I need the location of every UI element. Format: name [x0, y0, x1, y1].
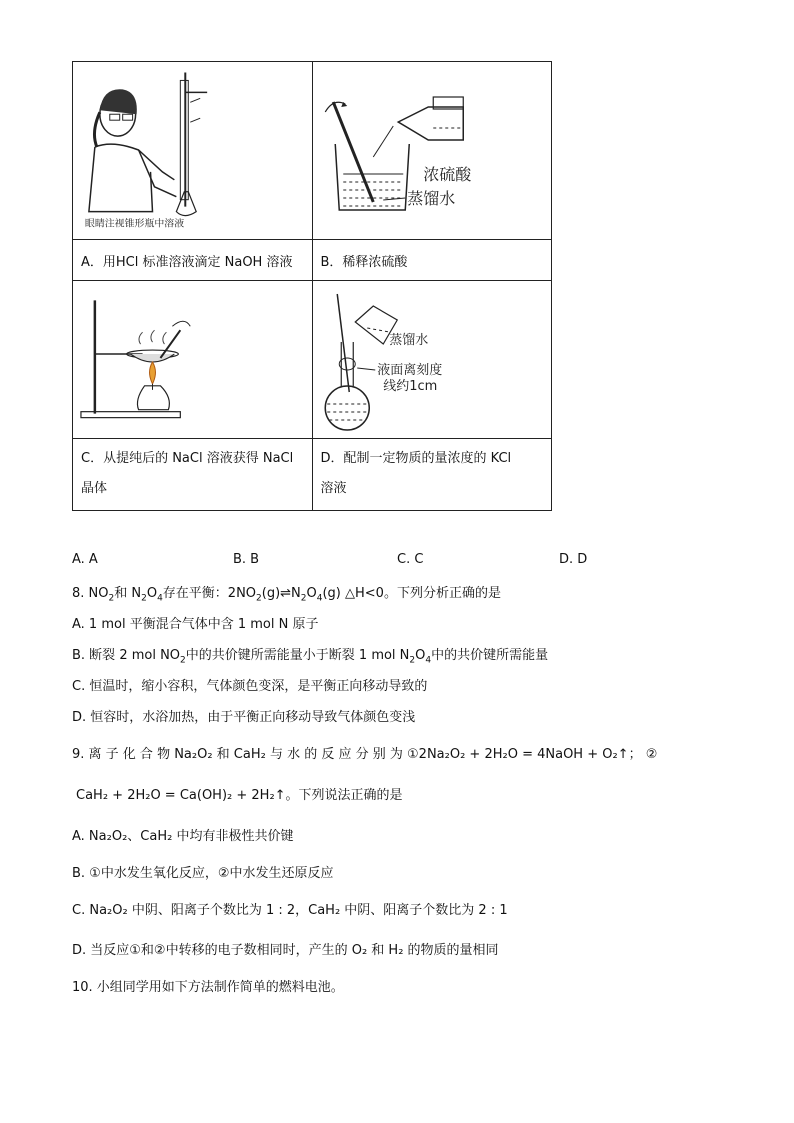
- label-distilled-water: 蒸馏水: [406, 189, 455, 209]
- q9-option-a: A. Na₂O₂、CaH₂ 中均有非极性共价键: [72, 829, 294, 844]
- q8-stem-part: O: [146, 586, 158, 601]
- label-conc-sulfuric: 浓硫酸: [422, 165, 471, 185]
- option-c-line2: 晶体: [81, 481, 108, 497]
- label-flask-water: 蒸馏水: [388, 332, 428, 348]
- label-flask-level: 液面离刻度: [376, 362, 442, 378]
- answer-choice-c: C. C: [397, 552, 424, 567]
- q9-option-c: C. Na₂O₂ 中阴、阳离子个数比为 1 : 2，CaH₂ 中阴、阳离子个数比为 2 : 1: [72, 903, 508, 918]
- q9-option-d: D. 当反应①和②中转移的电子数相同时，产生的 O₂ 和 H₂ 的物质的量相同: [72, 943, 499, 958]
- titration-illustration: [73, 62, 312, 239]
- q8-stem-part: 和 N: [114, 586, 142, 601]
- q8-stem-part: 8. NO: [72, 586, 109, 601]
- q8-option-a: A. 1 mol 平衡混合气体中含 1 mol N 原子: [72, 617, 319, 632]
- dilution-illustration: [313, 62, 552, 239]
- figure-titration: [73, 62, 313, 240]
- q9-stem-line2: CaH₂ + 2H₂O = Ca(OH)₂ + 2H₂↑。下列说法正确的是: [76, 788, 403, 803]
- q8-b-part: B. 断裂 2 mol NO: [72, 648, 181, 663]
- option-c-line1: C．从提纯后的 NaCl 溶液获得 NaCl: [81, 451, 294, 467]
- answer-choice-a: A. A: [72, 552, 98, 567]
- figure-dilution: [312, 62, 552, 240]
- q10-stem: 10. 小组同学用如下方法制作简单的燃料电池。: [72, 980, 344, 995]
- q8-stem-part: O: [306, 586, 317, 601]
- option-a: A．用HCl 标准溶液滴定 NaOH 溶液: [73, 240, 313, 281]
- volumetric-flask-illustration: [313, 282, 552, 438]
- option-d: [312, 438, 552, 510]
- q8-option-c: C. 恒温时，缩小容积，气体颜色变深，是平衡正向移动导致的: [72, 679, 428, 694]
- answer-choice-b: B. B: [233, 552, 260, 567]
- q8-option-d: D. 恒容时，水浴加热，由于平衡正向移动导致气体颜色变浅: [72, 710, 416, 725]
- label-flask-distance: 线约1cm: [382, 378, 437, 394]
- q8-b-part: 中的共价键所需能量: [431, 648, 549, 663]
- q8-option-b: B. 断裂 2 mol $NO_2$中的共价键所需能量小于断裂 1 mol $N_2O_4$中的共价键所需能量: [72, 648, 549, 666]
- q8-stem-part: (g)⇌N: [261, 586, 301, 601]
- answer-choice-d: D. D: [559, 552, 588, 567]
- option-b: B．稀释浓硫酸: [312, 240, 552, 281]
- titration-caption: 眼睛注视锥形瓶中溶液: [84, 218, 185, 230]
- q8-b-part: O: [415, 648, 426, 663]
- option-c: [73, 438, 313, 510]
- evaporation-illustration: [73, 282, 312, 438]
- option-d-line1: D．配制一定物质的量浓度的 KCl: [320, 451, 512, 467]
- q8-stem-part: 存在平衡：2NO: [162, 586, 257, 601]
- figure-volumetric-flask: [312, 281, 552, 438]
- q8-stem: 8. $NO_2$和 $N_2O_4$存在平衡：$2NO_2(g)\rightleftharpoons N_2O_4(g)$ △H<0。下列分析正确的是: [72, 586, 501, 604]
- figure-evaporation: [73, 281, 313, 438]
- q9-option-b: B. ①中水发生氧化反应，②中水发生还原反应: [72, 866, 334, 881]
- q8-b-part: 中的共价键所需能量小于断裂 1 mol N: [185, 648, 410, 663]
- option-d-line2: 溶液: [320, 481, 347, 497]
- q9-stem-line1: 9. 离 子 化 合 物 Na₂O₂ 和 CaH₂ 与 水 的 反 应 分 别 为 ①2Na₂O₂ + 2H₂O = 4NaOH + O₂↑； ②: [72, 747, 658, 762]
- experiment-options-table: [72, 61, 552, 511]
- q8-stem-part: (g) △H<0。下列分析正确的是: [322, 586, 501, 601]
